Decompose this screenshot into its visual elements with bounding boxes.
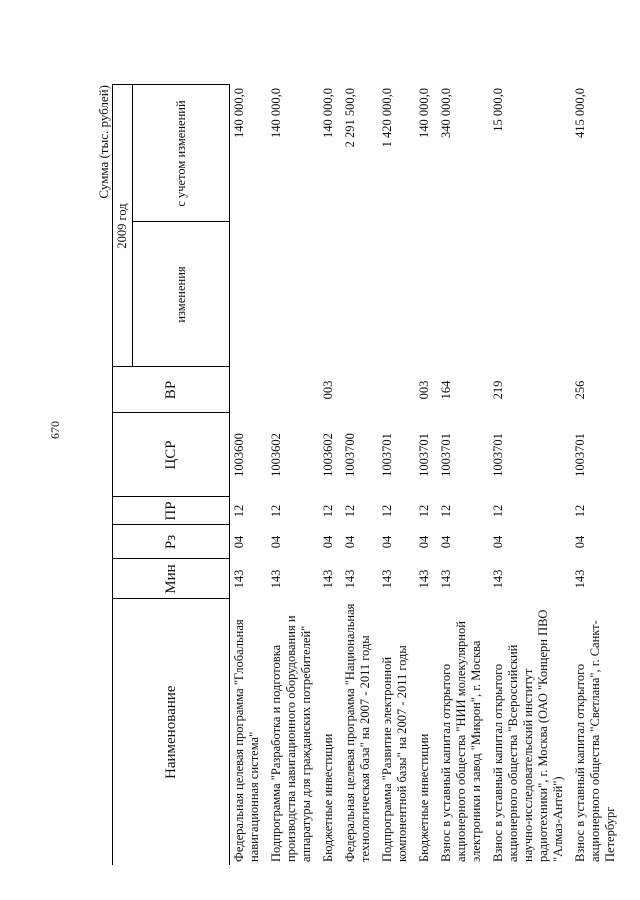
cell-name: Федеральная целевая программа "Глобальная навигационная система" <box>232 619 261 862</box>
cell-min: 143 <box>439 569 453 589</box>
col-header-min: Мин <box>113 559 230 599</box>
cell-change <box>341 222 378 367</box>
cell-vr <box>378 367 415 413</box>
cell-name: Подпрограмма "Развитие электронной компонентной базы" на 2007 - 2011 годы <box>380 645 409 862</box>
table-row <box>378 85 415 865</box>
cell-pr: 12 <box>321 504 335 518</box>
cell-change <box>230 222 268 367</box>
cell-min: 143 <box>417 569 431 589</box>
unit-label: Сумма (тыс. рублей) <box>96 85 111 199</box>
col-header-csr: ЦСР <box>113 413 230 497</box>
table-row <box>230 85 268 865</box>
table-header <box>113 85 230 865</box>
cell-rz: 04 <box>269 535 283 549</box>
cell-pr: 12 <box>232 504 246 518</box>
cell-vr <box>230 367 268 413</box>
table-row <box>571 85 623 865</box>
cell-total: 1 420 000,0 <box>380 87 394 148</box>
cell-change <box>319 222 341 367</box>
cell-pr: 12 <box>439 504 453 518</box>
page-number: 670 <box>48 421 62 439</box>
cell-name: Бюджетные инвестиции <box>321 733 335 862</box>
cell-rz: 04 <box>380 535 394 549</box>
cell-csr: 1003600 <box>232 433 246 477</box>
col-header-rz: Рз <box>113 525 230 559</box>
cell-vr: 164 <box>439 380 453 400</box>
cell-csr: 1003701 <box>417 433 431 477</box>
cell-total: 15 000,0 <box>491 87 505 132</box>
cell-vr: 256 <box>573 380 587 400</box>
cell-total: 415 000,0 <box>573 87 587 138</box>
cell-name: Бюджетные инвестиции <box>417 733 431 862</box>
cell-change <box>571 222 623 367</box>
cell-total: 140 000,0 <box>417 87 431 138</box>
table-body <box>230 85 624 865</box>
cell-pr: 12 <box>491 504 505 518</box>
table-row <box>341 85 378 865</box>
cell-name: Взнос в уставный капитал открытого акционерного общества "Светлана", г. Санкт-Петербург <box>573 620 617 862</box>
cell-min: 143 <box>491 569 505 589</box>
cell-total: 140 000,0 <box>269 87 283 138</box>
cell-name: Подпрограмма "Разработка и подготовка производства навигационного оборудования и аппаратуры для гражданских потребителей" <box>269 615 313 862</box>
cell-vr: 003 <box>321 380 335 400</box>
cell-min: 143 <box>321 569 335 589</box>
cell-total: 140 000,0 <box>321 87 335 138</box>
cell-vr <box>341 367 378 413</box>
cell-min: 143 <box>343 569 357 589</box>
cell-vr <box>267 367 319 413</box>
cell-pr: 12 <box>269 504 283 518</box>
cell-min: 143 <box>269 569 283 589</box>
cell-name: Взнос в уставный капитал открытого акционерного общества "НИИ молекулярной электроники и завод "Микрон", г. Москва <box>439 621 483 862</box>
table-row <box>437 85 489 865</box>
cell-rz: 04 <box>439 535 453 549</box>
cell-rz: 04 <box>491 535 505 549</box>
cell-vr: 219 <box>491 380 505 400</box>
cell-csr: 1003602 <box>321 433 335 477</box>
cell-csr: 1003701 <box>380 433 394 477</box>
cell-pr: 12 <box>417 504 431 518</box>
col-header-with-changes: с учетом изменений <box>133 85 230 222</box>
budget-table <box>112 84 623 865</box>
cell-total: 140 000,0 <box>232 87 246 138</box>
cell-vr: 003 <box>417 380 431 400</box>
col-header-changes: изменения <box>133 222 230 367</box>
cell-min: 143 <box>573 569 587 589</box>
col-header-name: Наименование <box>113 599 230 865</box>
cell-pr: 12 <box>380 504 394 518</box>
cell-csr: 1003700 <box>343 433 357 477</box>
cell-rz: 04 <box>343 535 357 549</box>
cell-name: Федеральная целевая программа "Национальная технологическая база" на 2007 - 2011 годы <box>343 603 372 862</box>
cell-change <box>267 222 319 367</box>
col-header-pr: ПР <box>113 497 230 525</box>
cell-rz: 04 <box>321 535 335 549</box>
cell-csr: 1003602 <box>269 433 283 477</box>
cell-csr: 1003701 <box>439 433 453 477</box>
cell-rz: 04 <box>573 535 587 549</box>
rotated-page-content <box>96 85 617 865</box>
cell-change <box>378 222 415 367</box>
cell-rz: 04 <box>232 535 246 549</box>
table-row <box>415 85 437 865</box>
cell-change <box>489 222 571 367</box>
col-header-vr: ВР <box>113 367 230 413</box>
cell-csr: 1003701 <box>491 433 505 477</box>
cell-change <box>437 222 489 367</box>
cell-min: 143 <box>380 569 394 589</box>
cell-min: 143 <box>232 569 246 589</box>
cell-pr: 12 <box>573 504 587 518</box>
cell-total: 340 000,0 <box>439 87 453 138</box>
cell-rz: 04 <box>417 535 431 549</box>
cell-name: Взнос в уставный капитал открытого акционерного общества "Всероссийский научно-исследовательский институт радиотехники", г. Москва (ОАО "Концерн ПВО "Алмаз-Антей") <box>491 609 565 862</box>
table-row <box>489 85 571 865</box>
cell-csr: 1003701 <box>573 433 587 477</box>
cell-total: 2 291 500,0 <box>343 87 357 148</box>
table-row <box>267 85 319 865</box>
col-header-year: 2009 год <box>113 85 133 367</box>
cell-pr: 12 <box>343 504 357 518</box>
cell-change <box>415 222 437 367</box>
table-row <box>319 85 341 865</box>
